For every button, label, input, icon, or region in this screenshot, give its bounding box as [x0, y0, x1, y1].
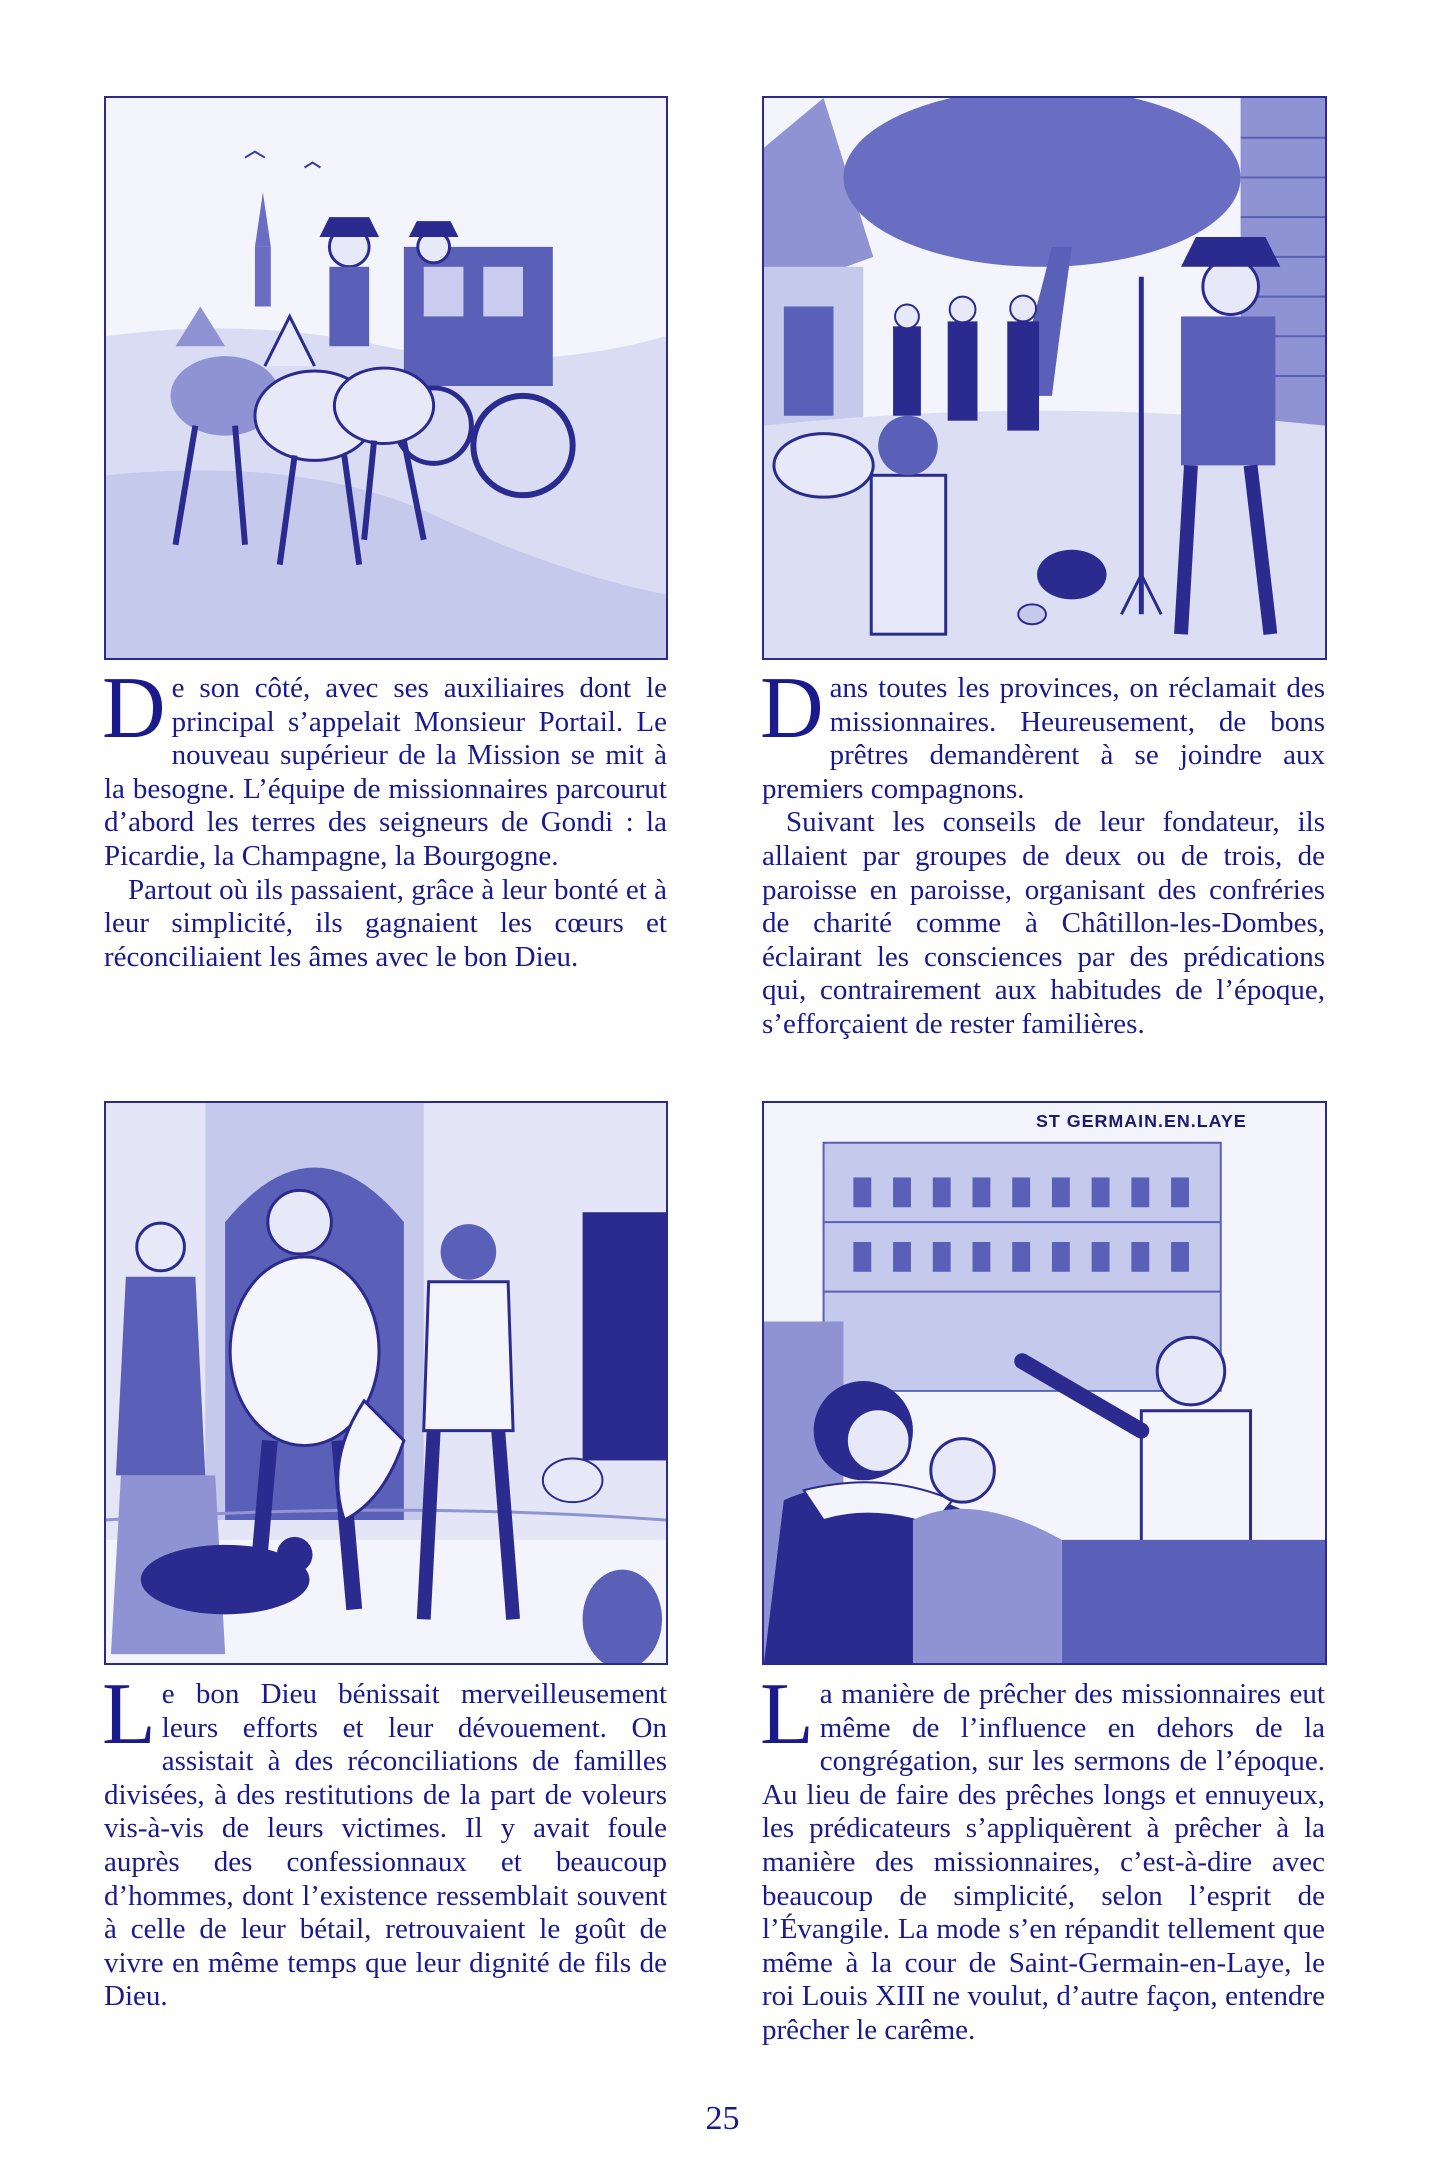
household-scene-illustration-icon: [106, 1103, 666, 1663]
text-block-preaching: [760, 1666, 1325, 2048]
dropcap: L: [760, 1666, 814, 1763]
palace-sermon-illustration-icon: [764, 1103, 1325, 1663]
paragraph: Dans toutes les provinces, on réclamait des missionnaires. Heureusement, de bons prêtres demandèrent à se joindre aux premiers compagnons.: [760, 660, 1325, 805]
paragraph: Suivant les conseils de leur fondateur, ils allaient par groupes de deux ou de trois, de paroisse en paroisse, organisant des confréries de charité comme à Châtillon-les-Dombes, éclairant les consciences par des prédications qui, contrairement aux habitudes de l’époque, s’efforçaient de rester familières.: [762, 806, 1325, 1040]
sign-saint-germain: ST GERMAIN.EN.LAYE: [1035, 1110, 1247, 1131]
dropcap: L: [102, 1666, 156, 1763]
paragraph: La manière de prêcher des missionnaires eut même de l’influence en dehors de la congrégation, sur les sermons de l’époque. Au lieu de faire des prêches longs et ennuyeux, les prédicateurs s’appliquèrent à prêcher à la manière des missionnaires, c’est-à-dire avec beaucoup de simplicité, selon l’esprit de l’Évangile. La mode s’en répandit tellement que même à la cour de Saint-Germain-en-Laye, le roi Louis XIII ne voulut, d’autre façon, entendre prêcher le carême.: [760, 1666, 1325, 2046]
dropcap: D: [760, 660, 824, 757]
text-block-blessings: [102, 1666, 667, 2014]
paragraph: Le bon Dieu bénissait merveilleusement leurs efforts et leur dévouement. On assistait à des réconciliations de familles divisées, à des restitutions de la part de voleurs vis-à-vis de leurs victimes. Il y avait foule auprès des confessionnaux et beaucoup d’hommes, dont l’existence ressemblait souvent à celle de leur bétail, retrouvaient le goût de vivre en même temps que leur dignité de fils de Dieu.: [102, 1666, 667, 2013]
family-reconciliation-illustration: [104, 1101, 668, 1665]
page-number: 25: [705, 2100, 740, 2137]
saint-germain-illustration: [762, 1101, 1327, 1665]
village-priests-illustration-icon: [764, 98, 1325, 658]
paragraph: De son côté, avec ses auxiliaires dont le principal s’appelait Monsieur Portail. Le nouveau supérieur de la Mission se mit à la besogne. L’équipe de missionnaires parcourut d’abord les terres des seigneurs de Gondi : la Picardie, la Champagne, la Bourgogne.: [102, 660, 667, 872]
text-block-provinces: [760, 660, 1325, 1042]
carriage-illustration: [104, 96, 668, 660]
dropcap: D: [102, 660, 166, 757]
priests-arrival-illustration: [762, 96, 1327, 660]
paragraph: Partout où ils passaient, grâce à leur bonté et à leur simplicité, ils gagnaient les cœurs et réconciliaient les âmes avec le bon Dieu.: [104, 873, 667, 973]
carriage-horses-illustration-icon: [106, 98, 666, 658]
text-block-mission-start: [102, 660, 667, 974]
